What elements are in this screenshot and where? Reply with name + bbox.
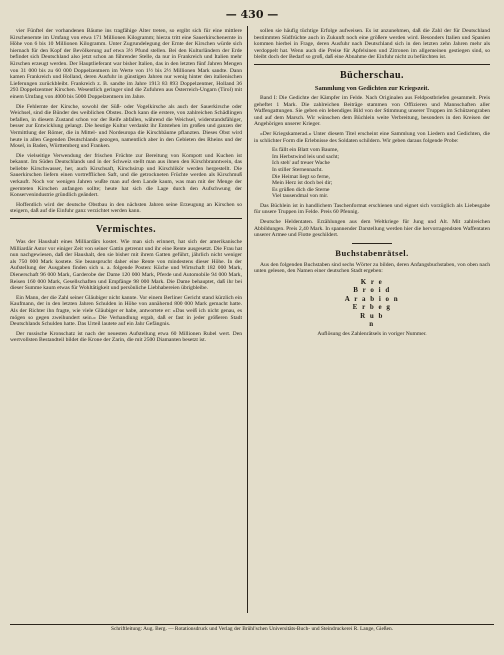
left-intro-text <box>10 28 242 215</box>
poem-line: Es grüßen dich die Sterne <box>272 186 330 193</box>
poem-line: In stiller Sternennacht. <box>272 166 323 173</box>
poem-line: Im Herbstwind leis und sacht; <box>272 153 340 160</box>
vermischtes-text <box>10 239 242 344</box>
paragraph: Was der Haushalt eines Milliardärs kostet. Wie man sich erinnert, hat sich der amerikanische Milliardär Astor vor einiger Zeit von seiner Gattin getrennt und ihr eine Rente ausgesetzt. Die Frau hat nun nachgewiesen, daß der Haushalt, den sie bisher mit ihrem Gatten geführt, jährlich nicht weniger als 750 000 Mark kostete. Sie beansprucht daher eine Rente von mindestens dieser Höhe. In der Aufstellung der Ausgaben finden sich u. a. folgende Posten: Küche und Wirtschaft 182 000 Mark, Dienerschaft 96 000 Mark, Garderobe der Dame 120 000 Mark, Pferde und Automobile 94 000 Mark, Reisen 160 000 Mark, Gesellschaften und Empfänge 98 000 Mark. Die Dame behauptet, daß ihr bei dieser Summe kaum etwas für Wohltätigkeit und persönliche Liebhabereien übrigbleibe. <box>10 239 242 292</box>
paragraph: »Der Kriegskamerad.« Unter diesem Titel erscheint eine Sammlung von Liedern und Gedichten, die in schlichter Form die Erlebnisse des Soldaten schildern. Wir geben daraus folgende Probe: <box>254 130 490 144</box>
paragraph: Deutsche Heldentaten. Erzählungen aus dem Weltkriege für Jung und Alt. Mit zahlreichen Abbildungen. Preis 2,40 Mark. In spannender Darstellung werden hier die hervorragendsten Waffentaten unserer Armee und Flotte geschildert. <box>254 219 490 239</box>
book-review-text <box>254 95 490 144</box>
column-rule <box>247 26 248 613</box>
riddle-word: E r b e g <box>352 303 392 312</box>
right-intro-text <box>254 28 490 61</box>
paragraph: sollen sie häufig tüchtige Erfolge aufweisen. Es ist anzunehmen, daß die Zahl der für Deutschland bestimmten Südfrüchte auch in Zukunft noch eine größere werden wird. Besonders Italien und Spanien kommen hierbei in Frage, deren Ausfuhr nach Deutschland sich in den letzten zehn Jahren mehr als verdoppelt hat. Wenn auch die Preise für Apfelsinen und Zitronen im allgemeinen gestiegen sind, so bleibt doch der Bedarf so groß, daß eine Abnahme der Einfuhr nicht zu befürchten ist. <box>254 28 490 61</box>
riddle-word: A r a b i o n <box>344 294 400 303</box>
riddle-footer: Auflösung des Zahlenrätsels in voriger Nummer. <box>317 331 427 338</box>
riddle-word: n <box>369 320 375 329</box>
paragraph: Ein Mann, der die Zahl seiner Gläubiger nicht kannte. Vor einem Berliner Gericht stand kürzlich ein Kaufmann, der in den letzten Jahren Schulden in Höhe von annähernd 800 000 Mark gemacht hatte. Als der Richter ihn fragte, wie viele Gläubiger er habe, antwortete er: »Das weiß ich nicht genau, es mögen so gegen zweihundert sein.« Die Verhandlung ergab, daß er fast in jeder größeren Stadt Deutschlands Schulden hatte. Das Urteil lautete auf ein Jahr Gefängnis. <box>10 294 242 328</box>
section-divider <box>10 218 242 219</box>
paragraph: Das Büchlein ist in handlichem Taschenformat erschienen und eignet sich vorzüglich als Liebesgabe für unsere Truppen im Felde. Preis 60 Pfennig. <box>254 202 490 216</box>
poem-line: Ich steh' auf treuer Wache <box>272 160 330 167</box>
riddle-word: K r e <box>360 278 384 287</box>
riddle-intro: Aus den folgenden Buchstaben sind sechs Wörter zu bilden, deren Anfangsbuchstaben, von oben nach unten gelesen, den Namen einer deutschen Stadt ergeben: <box>254 261 490 275</box>
book-subtitle: Sammlung von Gedichten zur Kriegszeit. <box>314 84 430 92</box>
paragraph: Hoffentlich wird der deutsche Obstbau in den nächsten Jahren seine Erzeugung an Kirschen so steigern, daß auf die Einfuhr ganz verzichtet werden kann. <box>10 201 242 215</box>
section-title-raetsel: Buchstabenrätsel. <box>335 247 409 258</box>
page-number: — 430 — <box>225 8 279 21</box>
riddle-word: B r o i d <box>353 286 391 295</box>
paragraph: Der russische Kronschatz ist nach der neuesten Aufstellung etwa 60 Millionen Rubel wert. Den wertvollsten Bestandteil bildet die Krone der Zarin, die mit 2500 Diamanten besetzt ist. <box>10 330 242 344</box>
poem-line: Mein Herz ist doch bei dir; <box>272 180 333 187</box>
paragraph: vier Fünftel der vorhandenen Bäume ins tragfähige Alter treten, so ergibt sich für eine mittlere Kirschenernte im Umfang von etwa 171 Millionen Kilogramm; hierzu tritt eine Sauerkirschenernte in Höhe von 6 bis 10 Millionen Kilogramm. Unter Zugrundelegung der Ernte der Kirschen würde sich hiernach für den Kopf der Bevölkerung auf etwa 3½ Pfund stellen. Bei den Kulturländern der Erde befindet sich Deutschland also jetzt schon an führender Stelle, da nur in Frankreich und Italien mehr Kirschen erzeugt werden. Der Hauptlieferant war bisher Italien, das in den letzten fünf Jahren Mengen von 31 000 bis zu 60 000 Doppelzentnern im Werte von 1½ bis 2½ Millionen Mark sandte. Dann kamen Frankreich und Holland, deren Ausfuhr in günstigen Jahren nur wenig hinter den italienischen Lieferungen zurückbleibt. Frankreich z. B. sandte im Jahre 1913 83 893 Doppelzentner, Holland 36 293 Doppelzentner Kirschen. Wesentlich geringer sind die Zufuhren aus Österreich-Ungarn (Tirol) mit einem Umfang von 4000 bis 5000 Doppelzentnern im Jahre. <box>10 28 242 100</box>
paragraph: Die vielseitige Verwendung der frischen Früchte zur Bereitung von Kompott und Kuchen ist bekannt. Im Süden Deutschlands und in der Schweiz stellt man aus ihnen den Kirschbranntwein, das beliebte Kirschwasser, her, auch Kirschsaft, Kirschsirup und Kirschlikör werden hergestellt. Die Sauerkirschen liefern einen vortrefflichen Saft, und die getrockneten Früchte werden als Kirschmuß verkauft. Noch vor wenigen Jahren wußte man auf dem Lande kaum, was man mit der Menge der geernteten Kirschen anfangen sollte; heute hat sich die Lage durch den Aufschwung der Konservenindustrie gründlich geändert. <box>10 152 242 199</box>
riddle-words <box>254 278 490 328</box>
paragraph: Band I: Die Gedichte der Kämpfer im Felde. Nach Originalen aus Feldpostbriefen gesammelt. Preis geheftet 1 Mark. Die zahlreichen Beiträge stammen von Offizieren und Mannschaften aller Waffengattungen. Sie geben ein lebendiges Bild von der Stimmung unserer Truppen im Schützengraben und auf dem Marsch. Wir wünschen dem Büchlein weite Verbreitung, besonders in den Kreisen der Angehörigen unserer Krieger. <box>254 94 490 128</box>
paragraph: Die Fehlernte der Kirsche, sowohl der Süß- oder Vogelkirsche als auch der Sauerkirsche oder Weichsel, sind die Bünder des weiblichen Obstes. Doch kann die erstere, von zahlreichen Schädlingen befallen, in diesem Zustand schon vor der Reife abfallen, während die Weichsel, widerstandsfähiger, besser zur Entwicklung gelangt. Die heutige Kultur verdankt ihr Entstehen im großen und ganzen der Vermittlung der Römer, die in Mittel- und Nordeuropa die Kirschbäume pflanzten. Dieses Obst wird heute in allen Gegenden Deutschlands gezogen, namentlich aber in den Gebieten des Rheins und der Mosel, in Baden, Württemberg und Franken. <box>10 103 242 150</box>
riddle-word: R u b <box>360 311 384 320</box>
section-title-buecherschau: Bücherschau. <box>339 69 405 81</box>
poem-line: Viel tausendmal von mir. <box>272 193 329 200</box>
poem-block <box>254 147 490 200</box>
section-divider <box>254 64 490 65</box>
poem-line: Die Heimat liegt so ferne, <box>272 173 330 180</box>
short-divider <box>352 243 392 244</box>
book-review-text-2 <box>254 203 490 239</box>
right-column <box>254 28 490 615</box>
left-column <box>10 28 242 615</box>
poem-line: Es fällt ein Blatt vom Baume, <box>272 147 339 154</box>
section-title-vermischtes: Vermischtes. <box>95 224 157 236</box>
imprint-footer: Schriftleitung: Aug. Berg. — Rotationsdruck und Verlag der Brühl'schen Universitäts-Buch- und Steindruckerei R. Lange, Gießen. <box>10 624 494 637</box>
